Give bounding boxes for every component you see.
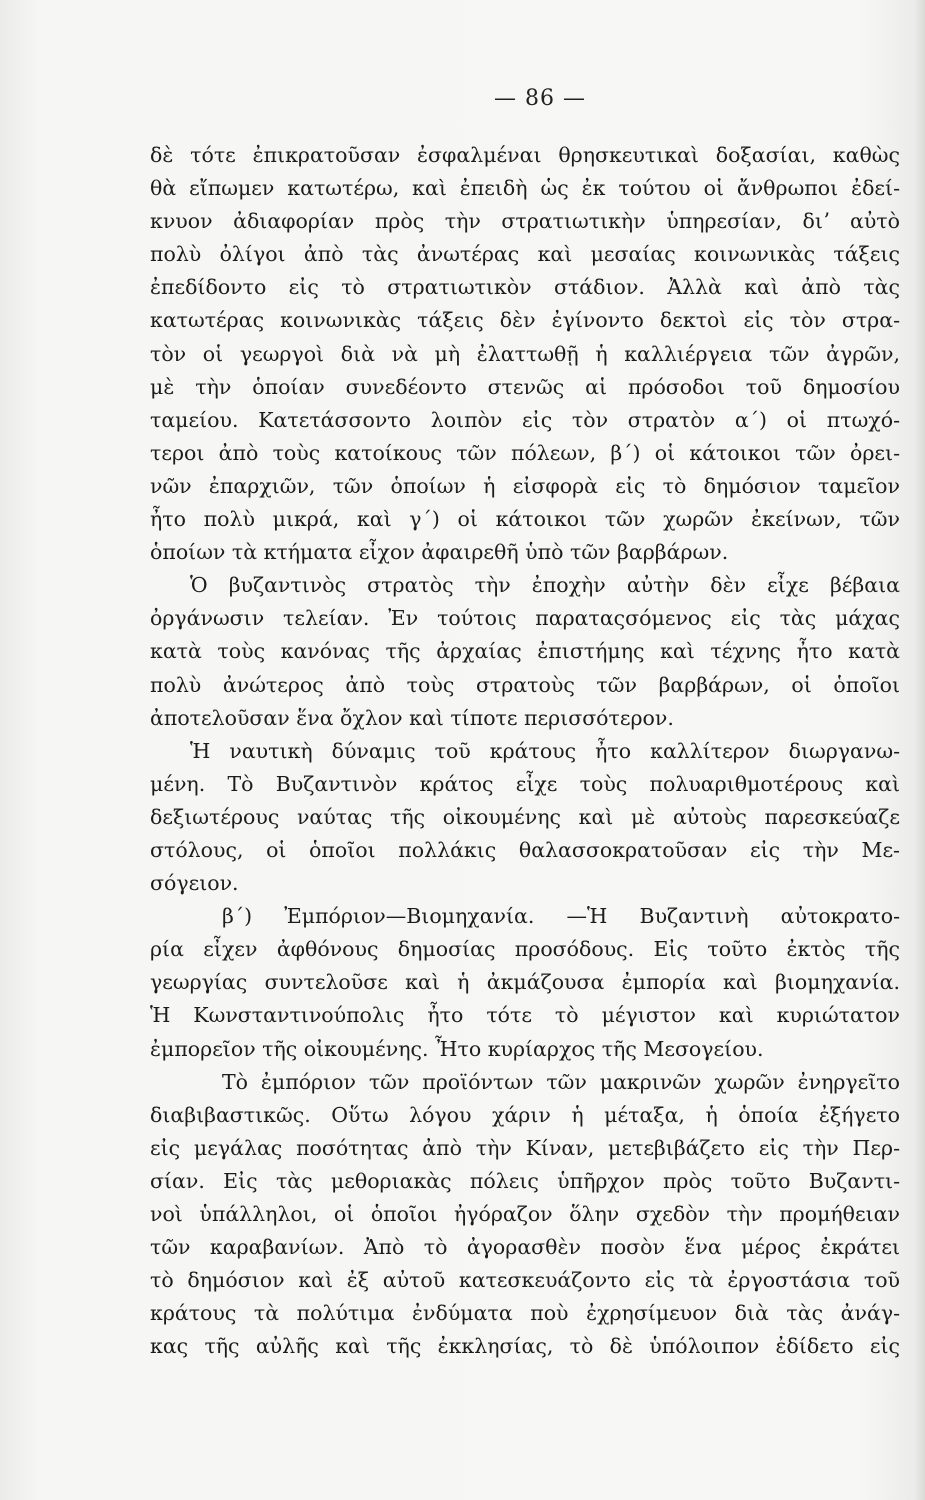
text-line: κατὰ τοὺς κανόνας τῆς ἀρχαίας ἐπιστήμης καὶ τέχνης ἦτο κατὰ bbox=[150, 639, 900, 664]
text-line: κατωτέρας κοινωνικὰς τάξεις δὲν ἐγίνοντο δεκτοὶ εἰς τὸν στρα- bbox=[150, 308, 900, 333]
text-line: Ἡ ναυτικὴ δύναμις τοῦ κράτους ἦτο καλλίτερον διωργανω- bbox=[190, 738, 900, 763]
text-line: γεωργίας συντελοῦσε καὶ ἡ ἀκμάζουσα ἐμπορία καὶ βιομηχανία. bbox=[150, 970, 900, 995]
text-line: κας τῆς αὐλῆς καὶ τῆς ἐκκλησίας, τὸ δὲ ὑπόλοιπον ἐδίδετο εἰς bbox=[150, 1334, 900, 1359]
text-line: μὲ τὴν ὁποίαν συνεδέοντο στενῶς αἱ πρόσοδοι τοῦ δημοσίου bbox=[150, 374, 900, 399]
text-line: εἰς μεγάλας ποσότητας ἀπὸ τὴν Κίναν, μετεβιβάζετο εἰς τὴν Περ- bbox=[150, 1135, 900, 1160]
text-line: ἀποτελοῦσαν ἕνα ὄχλον καὶ τίποτε περισσότερον. bbox=[150, 705, 674, 730]
section-heading-line: β΄) Ἐμπόριον—Βιομηχανία. —Ἡ Βυζαντινὴ αὐτοκρατο- bbox=[222, 904, 900, 929]
text-line: ἦτο πολὺ μικρά, καὶ γ΄) οἱ κάτοικοι τῶν χωρῶν ἐκείνων, τῶν bbox=[150, 507, 900, 532]
text-line: διαβιβαστικῶς. Οὕτω λόγου χάριν ἡ μέταξα, ἡ ὁποία ἐξήγετο bbox=[150, 1102, 900, 1127]
text-line: Ὁ βυζαντινὸς στρατὸς τὴν ἐποχὴν αὐτὴν δὲν εἶχε βέβαια bbox=[190, 573, 900, 598]
text-line: σόγειον. bbox=[150, 871, 239, 896]
text-line: ὀργάνωσιν τελείαν. Ἐν τούτοις παραταςσόμενος εἰς τὰς μάχας bbox=[150, 606, 900, 631]
text-line: σίαν. Εἰς τὰς μεθοριακὰς πόλεις ὑπῆρχον πρὸς τοῦτο Βυζαντι- bbox=[150, 1168, 900, 1193]
text-line: πολὺ ὀλίγοι ἀπὸ τὰς ἀνωτέρας καὶ μεσαίας κοινωνικὰς τάξεις bbox=[150, 242, 900, 267]
text-line: ἐμπορεῖον τῆς οἰκουμένης. Ἦτο κυρίαρχος τῆς Μεσογείου. bbox=[150, 1036, 764, 1061]
text-line: τεροι ἀπὸ τοὺς κατοίκους τῶν πόλεων, β΄) οἱ κάτοικοι τῶν ὀρει- bbox=[150, 440, 900, 465]
text-line: μένη. Τὸ Βυζαντινὸν κράτος εἶχε τοὺς πολυαριθμοτέρους καὶ bbox=[150, 771, 900, 796]
text-line: τὸ δημόσιον καὶ ἐξ αὐτοῦ κατεσκευάζοντο εἰς τὰ ἐργοστάσια τοῦ bbox=[150, 1268, 900, 1293]
text-line: κνυον ἀδιαφορίαν πρὸς τὴν στρατιωτικὴν ὑπηρεσίαν, διʼ αὐτὸ bbox=[150, 209, 900, 234]
text-line: στόλους, οἱ ὁποῖοι πολλάκις θαλασσοκρατοῦσαν εἰς τὴν Με- bbox=[150, 837, 900, 862]
body-text bbox=[150, 139, 900, 1363]
text-line: Τὸ ἐμπόριον τῶν προϊόντων τῶν μακρινῶν χωρῶν ἐνηργεῖτο bbox=[222, 1069, 900, 1094]
text-line: νῶν ἐπαρχιῶν, τῶν ὁποίων ἡ εἰσφορὰ εἰς τὸ δημόσιον ταμεῖον bbox=[150, 473, 900, 498]
page-number: — 86 — bbox=[494, 86, 586, 111]
text-line: δεξιωτέρους ναύτας τῆς οἰκουμένης καὶ μὲ αὐτοὺς παρεσκεύαζε bbox=[150, 804, 900, 829]
text-line: πολὺ ἀνώτερος ἀπὸ τοὺς στρατοὺς τῶν βαρβάρων, οἱ ὁποῖοι bbox=[150, 672, 900, 697]
text-line: κράτους τὰ πολύτιμα ἐνδύματα ποὺ ἐχρησίμευον διὰ τὰς ἀνάγ- bbox=[150, 1301, 900, 1326]
text-line: τὸν οἱ γεωργοὶ διὰ νὰ μὴ ἐλαττωθῇ ἡ καλλιέργεια τῶν ἀγρῶν, bbox=[150, 341, 900, 366]
text-line: ρία εἶχεν ἀφθόνους δημοσίας προσόδους. Εἰς τοῦτο ἐκτὸς τῆς bbox=[150, 937, 900, 962]
text-line: θὰ εἴπωμεν κατωτέρω, καὶ ἐπειδὴ ὡς ἐκ τούτου οἱ ἄνθρωποι ἐδεί- bbox=[150, 176, 900, 201]
text-line: δὲ τότε ἐπικρατοῦσαν ἐσφαλμέναι θρησκευτικαὶ δοξασίαι, καθὼς bbox=[150, 143, 900, 167]
text-line: τῶν καραβανίων. Ἀπὸ τὸ ἀγορασθὲν ποσὸν ἕνα μέρος ἐκράτει bbox=[150, 1235, 900, 1260]
text-line: Ἡ Κωνσταντινούπολις ἦτο τότε τὸ μέγιστον καὶ κυριώτατον bbox=[150, 1003, 900, 1028]
text-line: ὁποίων τὰ κτήματα εἶχον ἀφαιρεθῆ ὑπὸ τῶν βαρβάρων. bbox=[150, 540, 729, 565]
text-line: ταμείου. Κατετάσσοντο λοιπὸν εἰς τὸν στρατὸν α΄) οἱ πτωχό- bbox=[150, 407, 900, 432]
text-line: νοὶ ὑπάλληλοι, οἱ ὁποῖοι ἠγόραζον ὅλην σχεδὸν τὴν προμήθειαν bbox=[150, 1202, 900, 1226]
page-edge-shadow bbox=[913, 0, 925, 1500]
text-line: ἐπεδίδοντο εἰς τὸ στρατιωτικὸν στάδιον. Ἀλλὰ καὶ ἀπὸ τὰς bbox=[150, 275, 900, 300]
